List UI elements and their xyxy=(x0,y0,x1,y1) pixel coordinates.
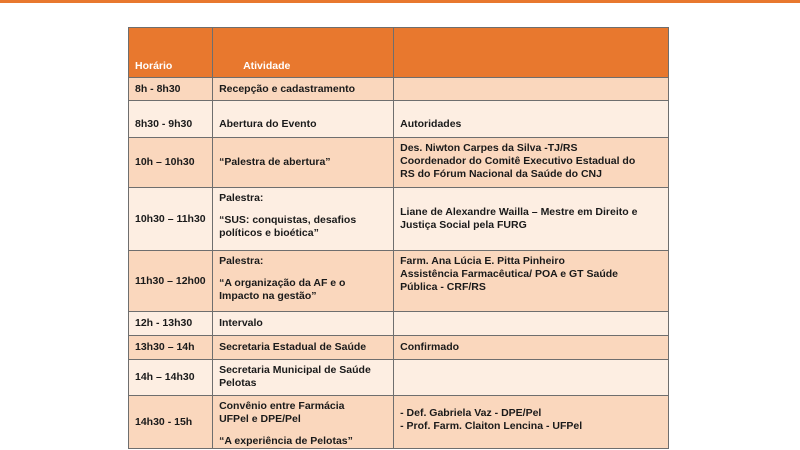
activity-line: Pelotas xyxy=(219,377,257,389)
notes-line: Coordenador do Comitê Executivo Estadual do xyxy=(400,155,636,167)
table-row xyxy=(129,188,669,251)
table-row xyxy=(129,396,669,449)
time-cell: 8h30 - 9h30 xyxy=(129,101,213,138)
activity-line: Abertura do Evento xyxy=(219,117,317,130)
notes-cell xyxy=(394,312,669,336)
activity-cell xyxy=(213,138,394,188)
notes-cell xyxy=(394,78,669,101)
activity-line: políticos e bioética” xyxy=(219,227,319,239)
notes-cell xyxy=(394,336,669,360)
activity-line: “A organização da AF e o xyxy=(219,277,346,289)
time-cell: 14h – 14h30 xyxy=(129,360,213,396)
notes-line: - Def. Gabriela Vaz - DPE/Pel xyxy=(400,407,542,419)
table-row xyxy=(129,336,669,360)
notes-line: Justiça Social pela FURG xyxy=(400,219,527,231)
activity-line: Convênio entre Farmácia xyxy=(219,400,345,412)
notes-cell xyxy=(394,101,669,138)
activity-line: Intervalo xyxy=(219,317,263,329)
activity-cell xyxy=(213,188,394,251)
activity-line: UFPel e DPE/Pel xyxy=(219,413,301,425)
notes-line: Assistência Farmacêutica/ POA e GT Saúde xyxy=(400,268,618,280)
table-row xyxy=(129,101,669,138)
notes-line: Pública - CRF/RS xyxy=(400,281,486,293)
table-row xyxy=(129,138,669,188)
notes-cell xyxy=(394,251,669,312)
activity-cell xyxy=(213,336,394,360)
table-row xyxy=(129,360,669,396)
notes-cell xyxy=(394,396,669,449)
activity-line: Secretaria Municipal de Saúde xyxy=(219,364,371,376)
notes-line: Autoridades xyxy=(400,117,462,130)
time-cell: 10h – 10h30 xyxy=(129,138,213,188)
notes-line: Confirmado xyxy=(400,341,460,353)
notes-cell xyxy=(394,360,669,396)
notes-line: RS do Fórum Nacional da Saúde do CNJ xyxy=(400,168,602,180)
header-time: Horário xyxy=(129,28,213,78)
activity-line: Palestra: xyxy=(219,255,264,267)
activity-cell xyxy=(213,360,394,396)
header-notes xyxy=(394,28,669,78)
time-cell: 14h30 - 15h xyxy=(129,396,213,449)
notes-cell xyxy=(394,138,669,188)
activity-cell xyxy=(213,101,394,138)
activity-line: Palestra: xyxy=(219,192,264,204)
activity-line: “Palestra de abertura” xyxy=(219,156,331,168)
notes-line: Farm. Ana Lúcia E. Pitta Pinheiro xyxy=(400,255,565,267)
time-cell: 11h30 – 12h00 xyxy=(129,251,213,312)
activity-line: “A experiência de Pelotas” xyxy=(219,435,353,447)
table-row xyxy=(129,251,669,312)
notes-cell xyxy=(394,188,669,251)
time-cell: 12h - 13h30 xyxy=(129,312,213,336)
activity-line: “SUS: conquistas, desafios xyxy=(219,214,357,226)
activity-cell xyxy=(213,78,394,101)
header-activity: Atividade xyxy=(213,28,394,78)
activity-cell xyxy=(213,396,394,449)
schedule-table xyxy=(128,27,669,449)
table-row xyxy=(129,78,669,101)
table-header-row xyxy=(129,28,669,78)
time-cell: 10h30 – 11h30 xyxy=(129,188,213,251)
activity-line: Recepção e cadastramento xyxy=(219,82,356,95)
notes-line: Des. Niwton Carpes da Silva -TJ/RS xyxy=(400,142,578,154)
activity-cell xyxy=(213,251,394,312)
notes-line: - Prof. Farm. Claiton Lencina - UFPel xyxy=(400,420,583,432)
activity-cell xyxy=(213,312,394,336)
table-row xyxy=(129,312,669,336)
activity-line: Secretaria Estadual de Saúde xyxy=(219,341,367,353)
time-cell: 8h - 8h30 xyxy=(129,78,213,101)
activity-line: Impacto na gestão” xyxy=(219,290,317,302)
top-orange-rule xyxy=(0,0,800,3)
time-cell: 13h30 – 14h xyxy=(129,336,213,360)
notes-line: Liane de Alexandre Wailla – Mestre em Direito e xyxy=(400,206,638,218)
